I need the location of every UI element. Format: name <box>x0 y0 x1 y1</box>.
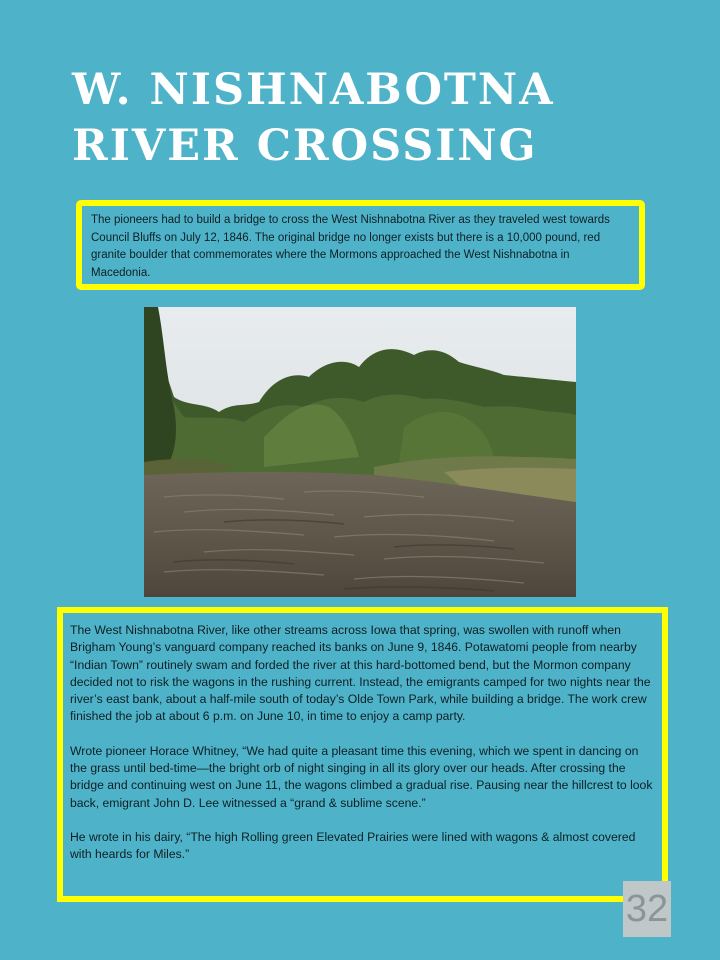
title-line-2: RIVER CROSSING <box>72 121 538 171</box>
story-paragraph-2: Wrote pioneer Horace Whitney, “We had quite a pleasant time this evening, which we spent in dancing on the grass until bed-time—the bright orb of night singing in all its glory over our heads. After crossing the bridge and continuing west on June 11, the wagons climbed a gradual rise. Pausing near the hillcrest to look back, emigrant John D. Lee witnessed a “grand & sublime scene.” <box>70 743 653 810</box>
page-number: 32 <box>623 881 671 937</box>
river-photo <box>144 307 576 597</box>
story-box <box>57 607 668 902</box>
story-text <box>70 622 658 864</box>
title-line-1: W. NISHNABOTNA <box>72 65 555 115</box>
intro-text: The pioneers had to build a bridge to cross the West Nishnabotna River as they traveled west towards Council Bluffs on July 12, 1846. The original bridge no longer exists but there is a 10,000 pound, red granite boulder that commemorates where the Mormons approached the West Nishnabotna in Macedonia. <box>91 214 610 279</box>
page-title <box>72 62 672 174</box>
intro-box <box>76 200 645 290</box>
story-paragraph-1: The West Nishnabotna River, like other streams across Iowa that spring, was swollen with runoff when Brigham Young’s vanguard company reached its banks on June 9, 1846. Potawatomi people from nearby “Indian Town” routinely swam and forded the river at this hard-bottomed bend, but the Mormon company decided not to risk the wagons in the rushing current. Instead, the emigrants camped for two nights near the river’s east bank, about a half-mile south of today’s Olde Town Park, while building a bridge. The work crew finished the job at about 6 p.m. on June 10, in time to enjoy a camp party. <box>70 623 651 724</box>
story-paragraph-3: He wrote in his dairy, “The high Rolling green Elevated Prairies were lined with wagons & almost covered with heards for Miles.” <box>70 829 636 862</box>
